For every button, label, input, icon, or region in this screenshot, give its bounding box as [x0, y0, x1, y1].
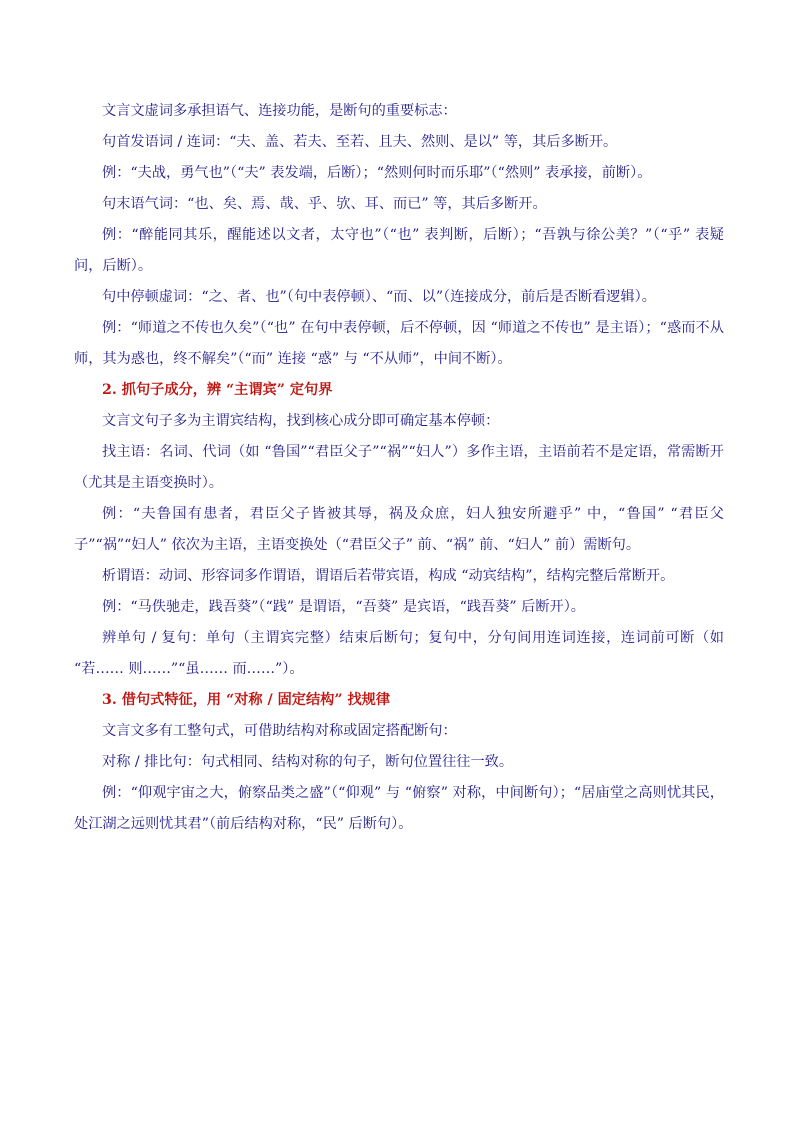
- paragraph-example-3: 例：“师道之不传也久矣”（“也” 在句中表停顿，后不停顿，因 “师道之不传也” 是主语）；“惑而不从师，其为惑也，终不解矣”（“而” 连接 “惑” 与 “不从师”，中间不断）。: [74, 320, 724, 367]
- section-heading-3: 3. 借句式特征，用 “对称 / 固定结构” 找规律: [102, 692, 391, 708]
- paragraph-example-1: 例：“夫战，勇气也”（“夫” 表发端，后断）；“然则何时而乐耶”（“然则” 表承接，前断）。: [102, 165, 652, 181]
- paragraph-final-particles: 句末语气词：“也、矣、焉、哉、乎、欤、耳、而已” 等，其后多断开。: [102, 196, 547, 212]
- document-body: [74, 96, 724, 840]
- paragraph-sentence-patterns-intro: 文言文多有工整句式，可借助结构对称或固定搭配断句：: [102, 723, 457, 739]
- paragraph-function-words-intro: 文言文虚词多承担语气、连接功能，是断句的重要标志：: [102, 103, 457, 119]
- paragraph-example-2: 例：“醉能同其乐，醒能述以文者，太守也”（“也” 表判断，后断）；“吾孰与徐公美？”（“乎” 表疑问，后断）。: [74, 227, 724, 274]
- paragraph-find-subject: 找主语：名词、代词（如 “鲁国”“君臣父子”“祸”“妇人”）多作主语，主语前若不是定语，常需断开（尤其是主语变换时）。: [74, 444, 724, 491]
- paragraph-initial-particles: 句首发语词 / 连词：“夫、盖、若夫、至若、且夫、然则、是以” 等，其后多断开。: [102, 134, 618, 150]
- paragraph-parallel-sentences: 对称 / 排比句：句式相同、结构对称的句子，断句位置往往一致。: [102, 754, 514, 770]
- section-heading-2: 2. 抓句子成分，辨 “主谓宾” 定句界: [102, 382, 333, 398]
- paragraph-analyze-predicate: 析谓语：动词、形容词多作谓语，谓语后若带宾语，构成 “动宾结构”，结构完整后常断开。: [102, 568, 675, 584]
- paragraph-example-4: 例：“夫鲁国有患者，君臣父子皆被其辱，祸及众庶，妇人独安所避乎” 中，“鲁国” “君臣父子”“祸”“妇人” 依次为主语，主语变换处（“君臣父子” 前、“祸” 前、“妇人” 前）需断句。: [74, 506, 724, 553]
- paragraph-sentence-structure-intro: 文言文句子多为主谓宾结构，找到核心成分即可确定基本停顿：: [102, 413, 500, 429]
- paragraph-example-5: 例：“马佚驰走，践吾葵”（“践” 是谓语，“吾葵” 是宾语，“践吾葵” 后断开）。: [102, 599, 585, 615]
- paragraph-simple-complex: 辨单句 / 复句：单句（主谓宾完整）结束后断句；复句中，分句间用连词连接，连词前可断（如 “若…… 则……”“虽…… 而……”）。: [74, 630, 724, 677]
- paragraph-medial-particles: 句中停顿虚词：“之、者、也”（句中表停顿）、“而、以”（连接成分，前后是否断看逻辑）。: [102, 289, 656, 305]
- paragraph-example-6: 例：“仰观宇宙之大，俯察品类之盛”（“仰观” 与 “俯察” 对称，中间断句）；“居庙堂之高则忧其民，处江湖之远则忧其君”（前后结构对称，“民” 后断句）。: [74, 785, 724, 832]
